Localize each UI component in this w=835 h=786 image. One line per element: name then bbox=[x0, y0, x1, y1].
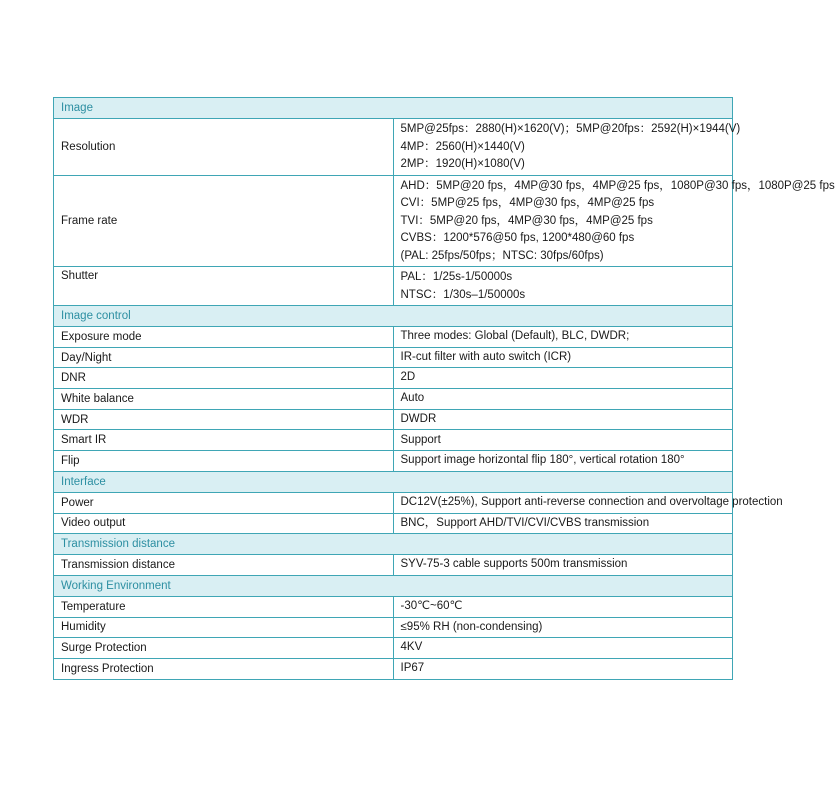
spec-label: Video output bbox=[54, 513, 394, 534]
spec-label: DNR bbox=[54, 368, 394, 389]
spec-value bbox=[393, 430, 733, 451]
spec-value-line: TVI：5MP@20 fps，4MP@30 fps，4MP@25 fps bbox=[400, 214, 653, 227]
spec-value bbox=[393, 513, 733, 534]
spec-label: Day/Night bbox=[54, 347, 394, 368]
spec-row-video-output bbox=[54, 513, 733, 534]
spec-label: WDR bbox=[54, 409, 394, 430]
spec-value bbox=[393, 638, 733, 659]
spec-row-dnr bbox=[54, 368, 733, 389]
spec-value-line: IP67 bbox=[400, 662, 425, 675]
spec-value-line: 2MP：1920(H)×1080(V) bbox=[400, 158, 525, 170]
spec-value bbox=[393, 389, 733, 410]
spec-label: Frame rate bbox=[54, 175, 394, 267]
spec-row-wdr bbox=[54, 409, 733, 430]
spec-value-line: 2D bbox=[400, 371, 416, 384]
spec-value bbox=[393, 267, 733, 306]
spec-value bbox=[393, 368, 733, 389]
section-title: Image bbox=[54, 98, 733, 119]
spec-value-line: 4MP：2560(H)×1440(V) bbox=[400, 140, 525, 153]
spec-value-line: PAL：1/25s-1/50000s bbox=[400, 271, 513, 283]
spec-row-exposure-mode bbox=[54, 327, 733, 348]
spec-label: Resolution bbox=[54, 119, 394, 176]
spec-table-body bbox=[54, 98, 835, 680]
spec-row-smart-ir bbox=[54, 430, 733, 451]
section-title: Transmission distance bbox=[54, 534, 733, 555]
spec-value bbox=[393, 409, 733, 430]
spec-value bbox=[393, 327, 733, 348]
spec-value-line: CVI：5MP@25 fps，4MP@30 fps，4MP@25 fps bbox=[400, 197, 655, 209]
section-title: Working Environment bbox=[54, 575, 733, 596]
spec-label: Power bbox=[54, 492, 394, 513]
spec-label: Smart IR bbox=[54, 430, 394, 451]
spec-table bbox=[53, 97, 835, 680]
spec-value-line: Auto bbox=[400, 392, 425, 405]
spec-label: White balance bbox=[54, 389, 394, 410]
spec-row-resolution bbox=[54, 119, 733, 176]
spec-value-line: Support bbox=[400, 433, 441, 446]
spec-value bbox=[393, 119, 741, 176]
spec-label: Humidity bbox=[54, 617, 394, 638]
spec-value bbox=[393, 555, 733, 576]
spec-value-line: BNC，Support AHD/TVI/CVI/CVBS transmission bbox=[400, 516, 650, 529]
spec-value-line: AHD：5MP@20 fps，4MP@30 fps，4MP@25 fps，1080P@30 fps，1080P@25 fps bbox=[400, 179, 835, 192]
spec-value bbox=[393, 175, 835, 267]
spec-value-line: 4KV bbox=[400, 641, 423, 654]
spec-value-line: DC12V(±25%), Support anti-reverse connection and overvoltage protection bbox=[400, 495, 783, 508]
spec-value-line: CVBS：1200*576@50 fps, 1200*480@60 fps bbox=[400, 232, 635, 244]
spec-value-line: 5MP@25fps：2880(H)×1620(V)；5MP@20fps：2592(H)×1944(V) bbox=[400, 123, 741, 135]
spec-value-line: Support image horizontal flip 180°, vertical rotation 180° bbox=[400, 454, 685, 467]
spec-label: Temperature bbox=[54, 596, 394, 617]
section-header-interface bbox=[54, 471, 733, 492]
spec-value bbox=[393, 596, 733, 617]
spec-label: Flip bbox=[54, 451, 394, 472]
spec-row-power bbox=[54, 492, 733, 513]
spec-row-humidity bbox=[54, 617, 733, 638]
spec-value bbox=[393, 658, 733, 679]
spec-value bbox=[393, 617, 733, 638]
spec-value-line: (PAL: 25fps/50fps；NTSC: 30fps/60fps) bbox=[400, 249, 604, 262]
spec-value bbox=[393, 492, 783, 513]
spec-row-flip bbox=[54, 451, 733, 472]
spec-row-frame-rate bbox=[54, 175, 733, 267]
spec-row-ingress-protection bbox=[54, 658, 733, 679]
spec-value-line: IR-cut filter with auto switch (ICR) bbox=[400, 350, 572, 363]
spec-label: Ingress Protection bbox=[54, 658, 394, 679]
spec-value bbox=[393, 451, 733, 472]
spec-row-shutter bbox=[54, 267, 733, 306]
section-header-working-environment bbox=[54, 575, 733, 596]
spec-row-day-night bbox=[54, 347, 733, 368]
spec-label: Surge Protection bbox=[54, 638, 394, 659]
spec-label: Transmission distance bbox=[54, 555, 394, 576]
spec-value-line: ≤95% RH (non-condensing) bbox=[400, 620, 543, 633]
spec-label: Shutter bbox=[54, 267, 394, 306]
section-title: Image control bbox=[54, 306, 733, 327]
spec-value-line: Three modes: Global (Default), BLC, DWDR; bbox=[400, 330, 630, 343]
spec-row-white-balance bbox=[54, 389, 733, 410]
spec-value-line: DWDR bbox=[400, 412, 437, 425]
section-title: Interface bbox=[54, 471, 733, 492]
spec-value-line: SYV-75-3 cable supports 500m transmission bbox=[400, 558, 628, 571]
spec-value-line: -30℃~60℃ bbox=[400, 599, 463, 612]
spec-row-temperature bbox=[54, 596, 733, 617]
section-header-image bbox=[54, 98, 733, 119]
spec-label: Exposure mode bbox=[54, 327, 394, 348]
section-header-image-control bbox=[54, 306, 733, 327]
spec-value-line: NTSC：1/30s–1/50000s bbox=[400, 288, 526, 301]
section-header-transmission-distance bbox=[54, 534, 733, 555]
spec-row-surge-protection bbox=[54, 638, 733, 659]
spec-value bbox=[393, 347, 733, 368]
spec-row-transmission-distance bbox=[54, 555, 733, 576]
